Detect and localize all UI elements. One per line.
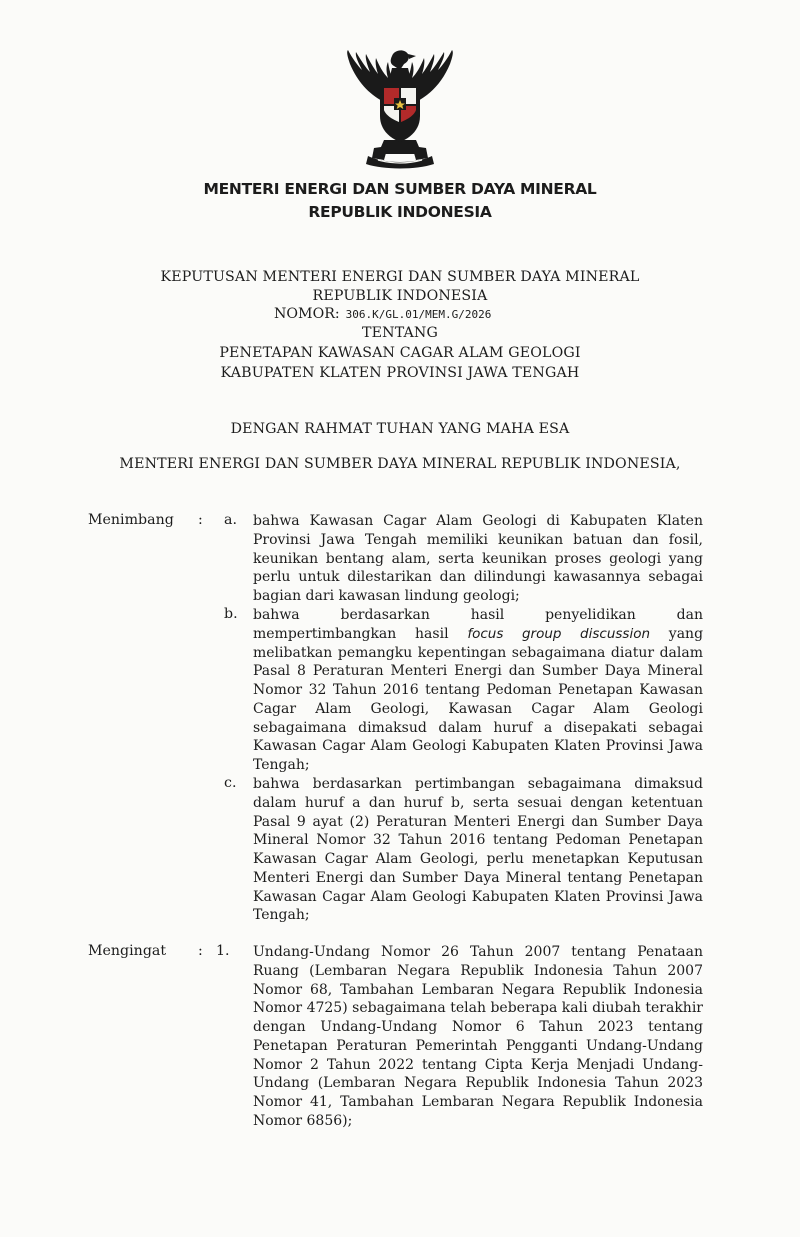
menimbang-colon: :: [198, 512, 203, 528]
menimbang-label: Menimbang: [88, 512, 174, 528]
menimbang-item-c: bahwa berdasarkan pertimbangan sebagaimana dimaksud dalam huruf a dan huruf b, serta sesuai dengan ketentuan Pasal 9 ayat (2) Peraturan Menteri Energi dan Sumber Daya Mineral Nomor 32 Tahun 2016 tentang Pedoman Penetapan Kawasan Cagar Alam Geologi, perlu menetapkan Keputusan Menteri Energi dan Sumber Daya Mineral tentang Penetapan Kawasan Cagar Alam Geologi Kabupaten Klaten Provinsi Jawa Tengah;: [253, 776, 703, 924]
nomor-value: 306.K/GL.01/MEM.G/2026: [345, 308, 492, 321]
decree-subject-line2: KABUPATEN KLATEN PROVINSI JAWA TENGAH: [220, 365, 580, 381]
minister-title: MENTERI ENERGI DAN SUMBER DAYA MINERAL: [203, 180, 597, 198]
mengingat-colon: :: [198, 943, 203, 959]
menteri-heading: MENTERI ENERGI DAN SUMBER DAYA MINERAL REPUBLIK INDONESIA,: [119, 456, 681, 472]
garuda-emblem-icon: [338, 44, 462, 170]
menimbang-item-c-marker: c.: [224, 775, 237, 791]
mengingat-item-1-marker: 1.: [216, 943, 230, 959]
decree-subject-line1: PENETAPAN KAWASAN CAGAR ALAM GEOLOGI: [219, 345, 581, 361]
menimbang-item-a: bahwa Kawasan Cagar Alam Geologi di Kabupaten Klaten Provinsi Jawa Tengah memiliki keunikan batuan dan fosil, keunikan bentang alam, serta keunikan proses geologi yang perlu untuk dilestarikan dan dilindungi kawasannya sebagai bagian dari kawasan lindung geologi;: [253, 513, 703, 604]
menimbang-item-a-marker: a.: [224, 512, 237, 528]
decree-title-republic: REPUBLIK INDONESIA: [312, 288, 488, 304]
nomor-label: NOMOR:: [274, 306, 340, 322]
mengingat-item-1: Undang-Undang Nomor 26 Tahun 2007 tentang Penataan Ruang (Lembaran Negara Republik Indonesia Tahun 2007 Nomor 68, Tambahan Lembaran Negara Republik Indonesia Nomor 4725) sebagaimana telah beberapa kali diubah terakhir dengan Undang-Undang Nomor 6 Tahun 2023 tentang Penetapan Peraturan Pemerintah Pengganti Undang-Undang Nomor 2 Tahun 2022 tentang Cipta Kerja Menjadi Undang-Undang (Lembaran Negara Republik Indonesia Tahun 2023 Nomor 41, Tambahan Lembaran Negara Republik Indonesia Nomor 6856);: [253, 944, 703, 1129]
decree-number: [274, 306, 491, 322]
menimbang-item-b: [253, 606, 703, 775]
menimbang-item-b-marker: b.: [224, 606, 238, 622]
item-b-text-after: yang melibatkan pemangku kepentingan sebagaimana diatur dalam Pasal 8 Peraturan Menteri Energi dan Sumber Daya Mineral Nomor 32 Tahun 2016 tentang Pedoman Penetapan Kawasan Cagar Alam Geologi, Kawasan Cagar Alam Geologi sebagaimana dimaksud dalam huruf a disepakati sebagai Kawasan Cagar Alam Geologi Kabupaten Klaten Provinsi Jawa Tengah;: [253, 625, 704, 773]
republic-title: REPUBLIK INDONESIA: [308, 203, 492, 221]
item-b-text-italic: focus group discussion: [467, 625, 651, 642]
mengingat-label: Mengingat: [88, 943, 167, 959]
decree-title: KEPUTUSAN MENTERI ENERGI DAN SUMBER DAYA MINERAL: [160, 269, 640, 285]
rahmat-heading: DENGAN RAHMAT TUHAN YANG MAHA ESA: [230, 421, 570, 437]
item-b-text-before: bahwa berdasarkan hasil penyelidikan dan mempertimbangkan hasil: [253, 607, 703, 642]
tentang-label: TENTANG: [362, 325, 438, 341]
